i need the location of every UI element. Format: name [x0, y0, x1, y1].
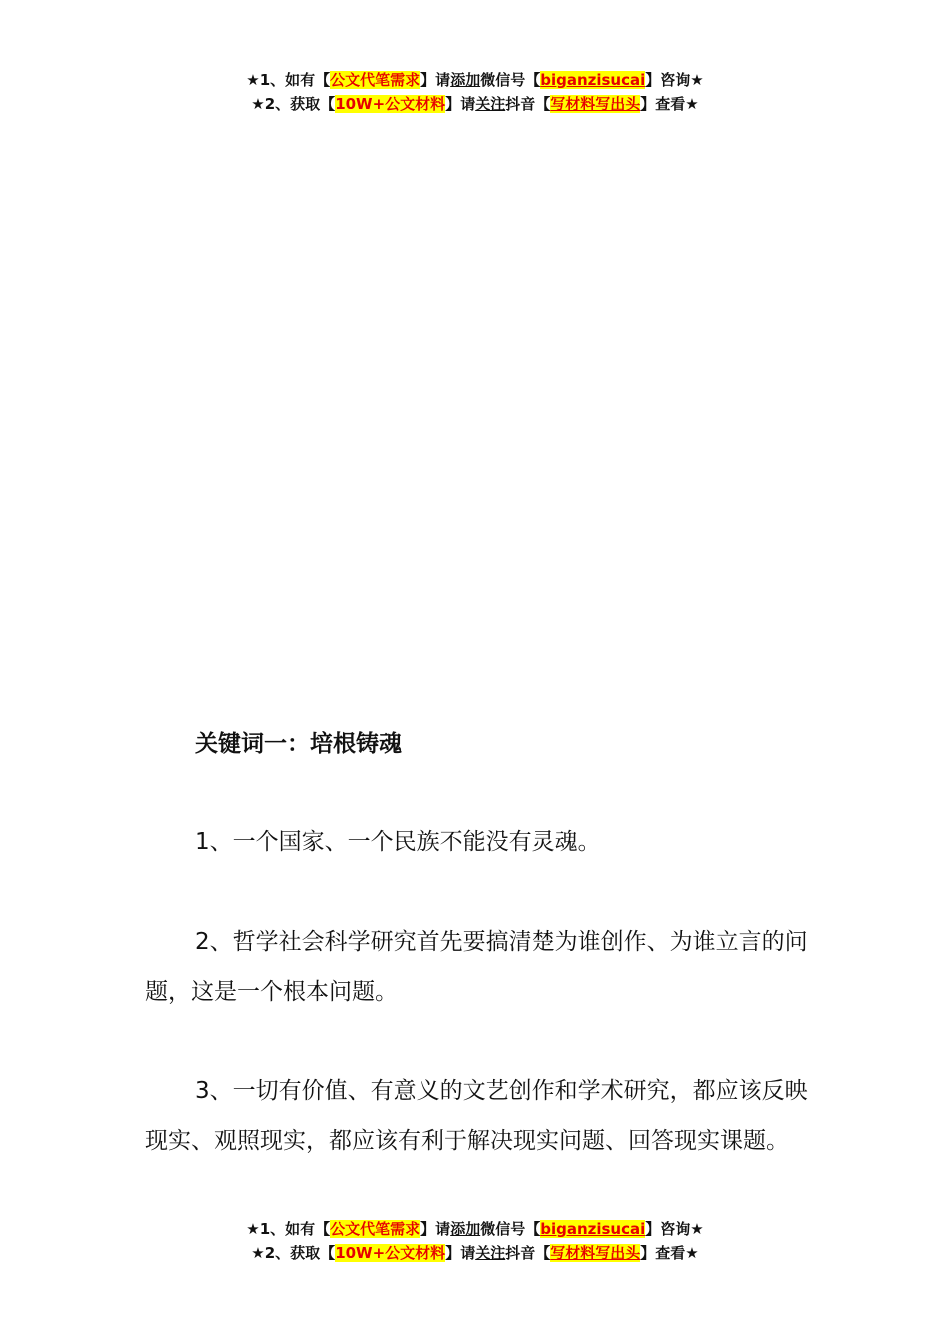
paragraph-3: 3、一切有价值、有意义的文艺创作和学术研究，都应该反映现实、观照现实，都应该有利于解决现实问题、回答现实课题。	[145, 1078, 808, 1154]
banner-line-1-mid: 】请	[420, 71, 451, 89]
bottom-banner-line-1-suffix: 】咨询★	[645, 1220, 704, 1238]
banner-line-2-emph: 关注	[475, 95, 506, 113]
section-heading: 关键词一：培根铸魂	[195, 731, 402, 757]
bottom-banner-line-1-wechat-id: biganzisucai	[540, 1220, 646, 1238]
banner-line-2	[0, 92, 950, 116]
bottom-banner-line-1-emph: 添加	[450, 1220, 481, 1238]
bottom-banner-line-2-mid2: 抖音【	[505, 1244, 551, 1262]
banner-line-1-highlight-service: 公文代笔需求	[330, 71, 421, 89]
bottom-banner-line-2-emph: 关注	[475, 1244, 506, 1262]
bottom-banner-line-2-douyin-id: 写材料写出头	[550, 1244, 641, 1262]
banner-line-1-suffix: 】咨询★	[645, 71, 704, 89]
bottom-banner-line-1-mid: 】请	[420, 1220, 451, 1238]
bottom-banner-line-2-mid: 】请	[445, 1244, 476, 1262]
banner-line-1-prefix: ★1、如有【	[246, 71, 331, 89]
banner-line-1-emph: 添加	[450, 71, 481, 89]
bottom-banner-line-2	[0, 1241, 950, 1265]
banner-line-1	[0, 68, 950, 92]
bottom-banner-line-2-suffix: 】查看★	[640, 1244, 699, 1262]
bottom-banner-line-1-highlight-service: 公文代笔需求	[330, 1220, 421, 1238]
banner-line-2-douyin-id: 写材料写出头	[550, 95, 641, 113]
banner-line-2-mid2: 抖音【	[505, 95, 551, 113]
banner-line-2-prefix: ★2、获取【	[251, 95, 336, 113]
banner-line-2-highlight-materials: 10W+公文材料	[335, 95, 446, 113]
top-banner	[0, 68, 950, 116]
bottom-banner	[0, 1217, 950, 1265]
paragraph-2: 2、哲学社会科学研究首先要搞清楚为谁创作、为谁立言的问题，这是一个根本问题。	[145, 929, 808, 1005]
bottom-banner-line-2-highlight-materials: 10W+公文材料	[335, 1244, 446, 1262]
bottom-banner-line-2-prefix: ★2、获取【	[251, 1244, 336, 1262]
banner-line-1-mid2: 微信号【	[480, 71, 541, 89]
bottom-banner-line-1	[0, 1217, 950, 1241]
banner-line-2-mid: 】请	[445, 95, 476, 113]
bottom-banner-line-1-mid2: 微信号【	[480, 1220, 541, 1238]
banner-line-1-wechat-id: biganzisucai	[540, 71, 646, 89]
banner-line-2-suffix: 】查看★	[640, 95, 699, 113]
bottom-banner-line-1-prefix: ★1、如有【	[246, 1220, 331, 1238]
paragraph-1: 1、一个国家、一个民族不能没有灵魂。	[195, 829, 601, 855]
